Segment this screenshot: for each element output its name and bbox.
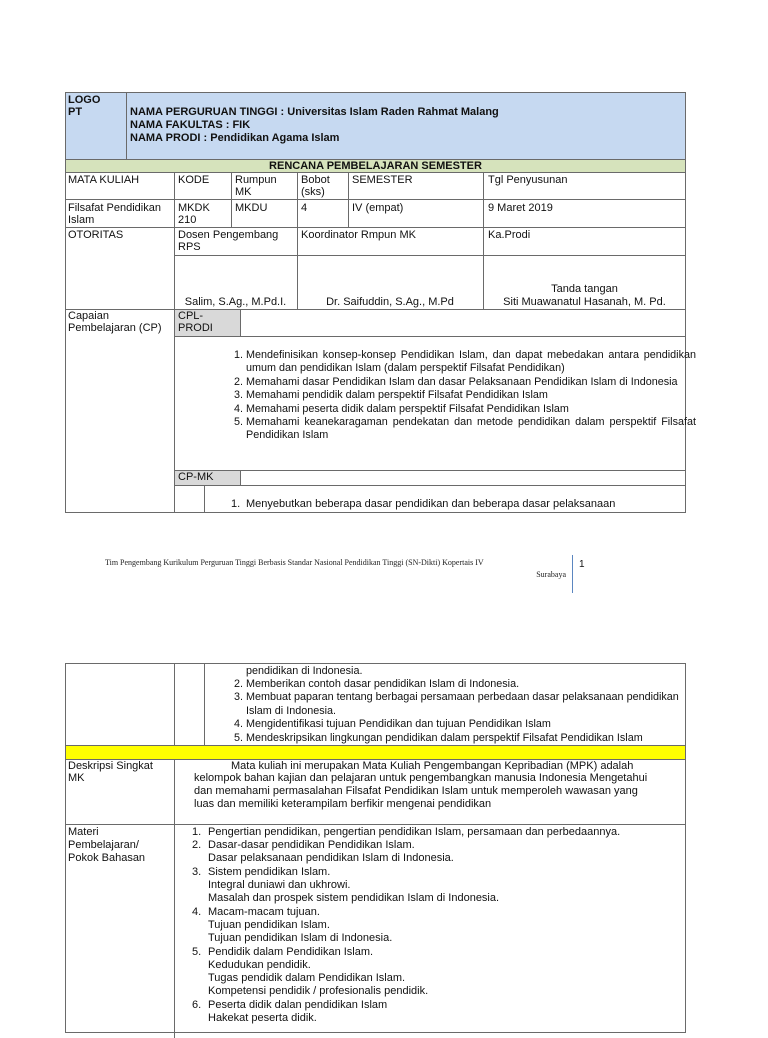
logo-label: LOGO <box>68 94 101 106</box>
footer-divider <box>572 555 573 593</box>
course-name-2: Islam <box>68 214 95 226</box>
materi-line: Hakekat peserta didik. <box>208 1012 317 1024</box>
label-cpl-prodi: PRODI <box>178 322 213 334</box>
materi-num: 1. <box>192 826 202 838</box>
materi-line: Tujuan pendidikan Islam di Indonesia. <box>208 932 393 944</box>
materi-line: Pengertian pendidikan, pengertian pendidikan Islam, persamaan dan perbedaannya. <box>208 826 621 838</box>
course-date: 9 Maret 2019 <box>488 202 553 214</box>
cpl-item: 5. Memahami keanekaragaman pendekatan dan metode pendidikan dalam perspektif Filsafat Pendidikan Islam <box>246 416 696 443</box>
cpmk-item-1-num: 1. <box>231 498 241 510</box>
label-capaian-cp: Pembelajaran (CP) <box>68 322 162 334</box>
label-cpmk: CP-MK <box>178 471 214 483</box>
course-bobot: 4 <box>301 202 308 214</box>
cpmk-item: 3. Membuat paparan tentang berbagai persamaan perbedaan dasar pelaksanaan pendidikan Islam di Indonesia. <box>246 691 698 718</box>
deskripsi-first-line: Mata kuliah ini merupakan Mata Kuliah Pengembangan Kepribadian (MPK) adalah <box>231 760 634 772</box>
label-tgl-penyusunan: Tgl Penyusunan <box>488 174 568 186</box>
label-materi-3: Pokok Bahasan <box>68 852 146 864</box>
label-rumpun-mk: MK <box>235 186 252 198</box>
footer-line-1: Tim Pengembang Kurikulum Perguruan Tinggi Berbasis Standar Nasional Pendidikan Tinggi (SN-Dikti) Kopertais IV <box>105 558 484 567</box>
label-kode: KODE <box>178 174 210 186</box>
course-semester: IV (empat) <box>352 202 404 214</box>
kaprodi-name: Siti Muawanatul Hasanah, M. Pd. <box>503 296 666 308</box>
cpmk-continuation: pendidikan di Indonesia. <box>246 665 363 677</box>
cpl-item: 2. Memahami dasar Pendidikan Islam dan dasar Pelaksanaan Pendidikan Islam di Indonesia <box>246 376 696 389</box>
label-cpl: CPL- <box>178 310 204 322</box>
label-mata-kuliah: MATA KULIAH <box>68 174 140 186</box>
materi-num: 3. <box>192 866 202 878</box>
cpmk-item: 5. Mendeskripsikan lingkungan pendidikan dalam perspektif Filsafat Pendidikan Islam <box>246 732 698 745</box>
label-deskripsi-mk: MK <box>68 772 85 784</box>
label-materi: Materi <box>68 826 99 838</box>
label-materi-2: Pembelajaran/ <box>68 839 139 851</box>
materi-line: Kedudukan pendidik. <box>208 959 311 971</box>
cpl-list <box>230 349 696 443</box>
cpmk-list <box>230 678 698 745</box>
materi-num: 5. <box>192 946 202 958</box>
materi-line: Tugas pendidik dalam Pendidikan Islam. <box>208 972 406 984</box>
deskripsi-line: kelompok bahan kajian dan pelajaran untuk pengembangkan manusia Indonesia Mengetahui <box>194 772 648 784</box>
university-name: NAMA PERGURUAN TINGGI : Universitas Islam Raden Rahmat Malang <box>130 106 499 118</box>
cpmk-item-1: Menyebutkan beberapa dasar pendidikan dan beberapa dasar pelaksanaan <box>246 498 616 510</box>
document-title: RENCANA PEMBELAJARAN SEMESTER <box>269 159 482 172</box>
materi-num: 4. <box>192 906 202 918</box>
cpl-item: 3. Memahami pendidik dalam perspektif Filsafat Pendidikan Islam <box>246 389 696 402</box>
koordinator-name: Dr. Saifuddin, S.Ag., M.Pd <box>326 296 454 308</box>
course-code-2: 210 <box>178 214 197 226</box>
label-deskripsi: Deskripsi Singkat <box>68 760 153 772</box>
label-dosen-pengembang: Dosen Pengembang <box>178 229 279 241</box>
label-bobot-sks: (sks) <box>301 186 325 198</box>
cpmk-item: 2. Memberikan contoh dasar pendidikan Islam di Indonesia. <box>246 678 698 691</box>
label-capaian: Capaian <box>68 310 109 322</box>
materi-line: Dasar pelaksanaan pendidikan Islam di Indonesia. <box>208 852 454 864</box>
cpl-item: 4. Memahami peserta didik dalam perspektif Filsafat Pendidikan Islam <box>246 403 696 416</box>
materi-line: Macam-macam tujuan. <box>208 906 320 918</box>
label-semester: SEMESTER <box>352 174 413 186</box>
label-bobot: Bobot <box>301 174 330 186</box>
signature-label: Tanda tangan <box>551 283 618 295</box>
label-kaprodi: Ka.Prodi <box>488 229 531 241</box>
course-name: Filsafat Pendidikan <box>68 202 161 214</box>
materi-line: Peserta didik dalan pendidikan Islam <box>208 999 388 1011</box>
cpl-item: 1. Mendefinisikan konsep-konsep Pendidikan Islam, dan dapat mebedakan antara pendidikan umum dan pendidikan Islam (dalam perspektif Filsafat Pendidikan) <box>246 349 696 376</box>
rps-table <box>65 172 686 513</box>
materi-line: Tujuan pendidikan Islam. <box>208 919 330 931</box>
materi-line: Integral duniawi dan ukhrowi. <box>208 879 351 891</box>
yellow-separator <box>66 745 685 760</box>
materi-num: 2. <box>192 839 202 851</box>
label-dosen-rps: RPS <box>178 241 201 253</box>
course-code: MKDK <box>178 202 210 214</box>
deskripsi-line: luas dan memiliki keterampilam berfikir mengenai pendidikan <box>194 798 492 810</box>
materi-line: Pendidik dalam Pendidikan Islam. <box>208 946 374 958</box>
materi-line: Sistem pendidikan Islam. <box>208 866 331 878</box>
label-rumpun: Rumpun <box>235 174 277 186</box>
materi-line: Masalah dan prospek sistem pendidikan Islam di Indonesia. <box>208 892 500 904</box>
cpmk-item: 4. Mengidentifikasi tujuan Pendidikan dan tujuan Pendidikan Islam <box>246 718 698 731</box>
label-koordinator: Koordinator Rmpun MK <box>301 229 416 241</box>
prodi-name: NAMA PRODI : Pendidikan Agama Islam <box>130 132 340 144</box>
course-rumpun: MKDU <box>235 202 268 214</box>
materi-line: Dasar-dasar pendidikan Pendidikan Islam. <box>208 839 415 851</box>
dosen-name: Salim, S.Ag., M.Pd.I. <box>184 296 287 308</box>
materi-num: 6. <box>192 999 202 1011</box>
label-otoritas: OTORITAS <box>68 229 124 241</box>
logo-label-pt: PT <box>68 106 83 118</box>
footer-line-2: Surabaya <box>536 570 566 579</box>
page-number: 1 <box>579 559 585 570</box>
faculty-name: NAMA FAKULTAS : FIK <box>130 119 251 131</box>
deskripsi-line: dan memahami permasalahan Filsafat Pendidikan Islam untuk memperoleh wawasan yang <box>194 785 638 797</box>
materi-line: Kompetensi pendidik / profesionalis pendidik. <box>208 985 429 997</box>
